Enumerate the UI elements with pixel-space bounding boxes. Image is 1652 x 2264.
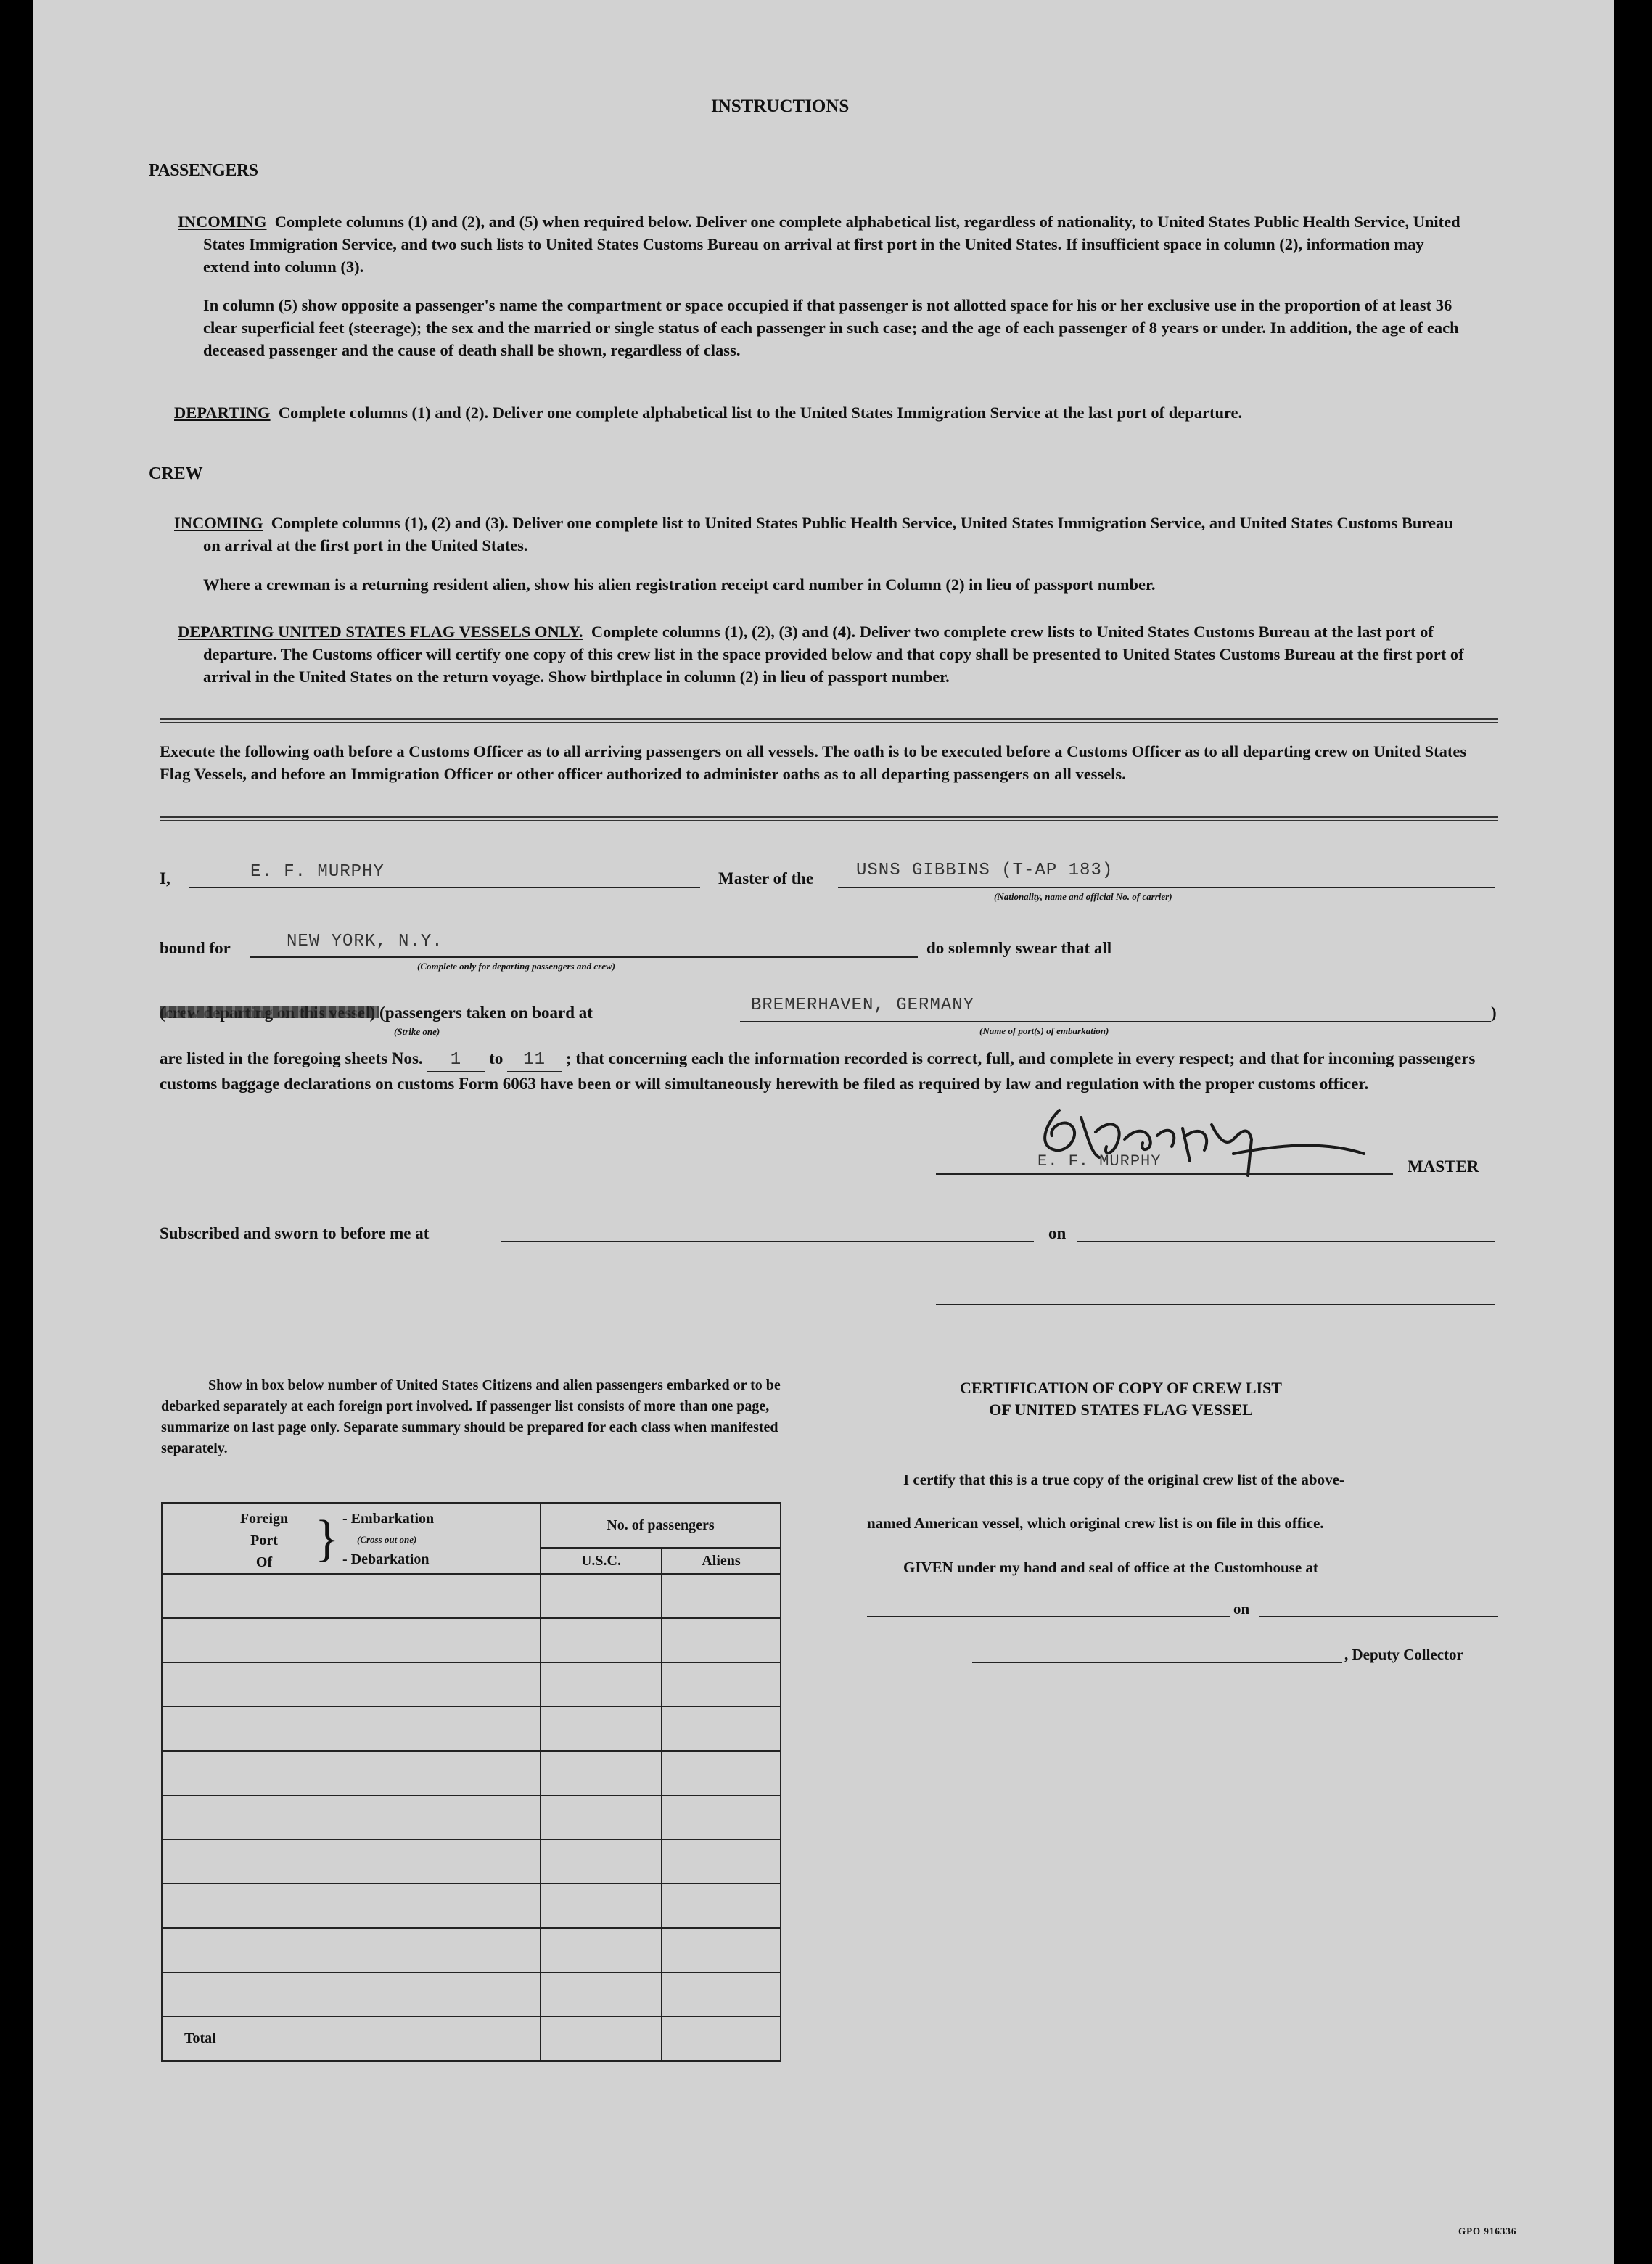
usc-cell[interactable] bbox=[541, 1928, 662, 1972]
summary-instructions bbox=[161, 1375, 785, 1459]
usc-cell[interactable] bbox=[541, 1707, 662, 1751]
embark-caption: (Name of port(s) of embarkation) bbox=[979, 1025, 1109, 1036]
vessel-caption: (Nationality, name and official No. of carrier) bbox=[994, 891, 1172, 902]
crew-incoming-text: Complete columns (1), (2) and (3). Deliver one complete list to United States Public Health Service, United States Immigration Service, and United States Customs Bureau on arrival at the first port in the United States. bbox=[203, 514, 1453, 554]
cross-out-caption: (Cross out one) bbox=[357, 1534, 417, 1545]
usc-cell[interactable] bbox=[541, 1972, 662, 2017]
swear-label: do solemnly swear that all bbox=[926, 939, 1112, 957]
aliens-cell[interactable] bbox=[662, 1618, 781, 1662]
crew-incoming-label: INCOMING bbox=[174, 514, 263, 532]
aliens-cell[interactable] bbox=[662, 1574, 781, 1618]
port-cell[interactable] bbox=[162, 1928, 541, 1972]
subscribed-label: Subscribed and sworn to before me at bbox=[160, 1224, 430, 1242]
certification-text2: named American vessel, which original crew list is on file in this office. bbox=[867, 1514, 1324, 1532]
struck-option bbox=[160, 1004, 593, 1022]
crew-resident-text: Where a crewman is a returning resident alien, show his alien registration receipt card number in Column (2) in lieu of passport number. bbox=[203, 575, 1156, 594]
crew-departing-struck bbox=[160, 1004, 379, 1022]
subscribed-place-line bbox=[501, 1241, 1034, 1242]
usc-header: U.S.C. bbox=[541, 1548, 662, 1574]
table-row bbox=[162, 1795, 781, 1840]
passengers-departing-paragraph bbox=[174, 401, 1469, 424]
aliens-cell[interactable] bbox=[662, 1795, 781, 1840]
sheet-to: 11 bbox=[523, 1050, 546, 1070]
usc-cell[interactable] bbox=[541, 1884, 662, 1928]
certification-date-line bbox=[1259, 1616, 1498, 1617]
total-row bbox=[162, 2017, 781, 2061]
usc-cell[interactable] bbox=[541, 1751, 662, 1795]
document-page bbox=[33, 0, 1614, 2264]
table-row bbox=[162, 1972, 781, 2017]
listed-paragraph bbox=[160, 1047, 1487, 1095]
embark-port-line bbox=[740, 1021, 1491, 1022]
crew-departing-text: Complete columns (1), (2), (3) and (4). Deliver two complete crew lists to United States Customs Bureau at the last port of departure. The Customs officer will certify one copy of this crew list in the space provided below and that copy shall be presented to United States Customs Bureau at the first port of arrival in the United States on the return voyage. Show birthplace in column (2) in lieu of passport number. bbox=[203, 623, 1464, 686]
aliens-cell[interactable] bbox=[662, 1884, 781, 1928]
table-row bbox=[162, 1707, 781, 1751]
aliens-cell[interactable] bbox=[662, 1751, 781, 1795]
vessel-name: USNS GIBBINS (T-AP 183) bbox=[856, 861, 1114, 880]
deputy-collector-line bbox=[972, 1662, 1342, 1663]
table-row bbox=[162, 1884, 781, 1928]
embark-port: BREMERHAVEN, GERMANY bbox=[751, 996, 975, 1015]
crew-departing-label: DEPARTING UNITED STATES FLAG VESSELS ONLY. bbox=[178, 623, 583, 641]
customhouse-line bbox=[867, 1616, 1230, 1617]
subscribed-on-label: on bbox=[1048, 1224, 1067, 1242]
certification-title bbox=[867, 1377, 1375, 1421]
certification-title-line2: OF UNITED STATES FLAG VESSEL bbox=[989, 1400, 1253, 1419]
total-label: Total bbox=[162, 2017, 541, 2061]
passengers-incoming-paragraph bbox=[178, 210, 1469, 278]
usc-cell[interactable] bbox=[541, 1574, 662, 1618]
passengers-column5-text: In column (5) show opposite a passenger's name the compartment or space occupied if that passenger is not allotted space for his or her exclusive use in the proportion of at least 36 clear superficial feet (steerage); the sex and the married or single status of each passenger in such case; and the age of each passenger of 8 years or under. In addition, the age of each deceased passenger and the cause of death shall be shown, regardless of class. bbox=[203, 296, 1459, 359]
usc-cell[interactable] bbox=[541, 1618, 662, 1662]
passenger-summary-table bbox=[161, 1502, 781, 2062]
passengers-heading: PASSENGERS bbox=[149, 161, 258, 180]
certification-title-line1: CERTIFICATION OF COPY OF CREW LIST bbox=[960, 1379, 1282, 1397]
table-row bbox=[162, 1618, 781, 1662]
usc-cell[interactable] bbox=[541, 1662, 662, 1707]
passengers-departing-label: DEPARTING bbox=[174, 403, 271, 422]
foreign-port-header bbox=[162, 1503, 541, 1574]
no-passengers-header: No. of passengers bbox=[541, 1503, 781, 1548]
crew-resident-paragraph bbox=[203, 573, 1469, 596]
port-cell[interactable] bbox=[162, 1707, 541, 1751]
port-cell[interactable] bbox=[162, 1751, 541, 1795]
certification-on-label: on bbox=[1233, 1600, 1250, 1617]
port-cell[interactable] bbox=[162, 1884, 541, 1928]
crew-heading: CREW bbox=[149, 464, 203, 483]
summary-instructions-text: Show in box below number of United States Citizens and alien passengers embarked or to be debarked separately at each foreign port involved. If passenger list consists of more than one page, summarize on last page only. Separate summary should be prepared for each class when manifested separately. bbox=[161, 1377, 781, 1456]
port-cell[interactable] bbox=[162, 1662, 541, 1707]
port-cell[interactable] bbox=[162, 1795, 541, 1840]
aliens-cell[interactable] bbox=[662, 1928, 781, 1972]
of-label: Of bbox=[255, 1554, 273, 1570]
port-cell[interactable] bbox=[162, 1574, 541, 1618]
instructions-title: INSTRUCTIONS bbox=[711, 97, 850, 116]
strike-caption: (Strike one) bbox=[394, 1026, 440, 1037]
deputy-collector-label: , Deputy Collector bbox=[1344, 1646, 1463, 1663]
oath-intro-paragraph bbox=[160, 740, 1487, 785]
bound-for-caption: (Complete only for departing passengers and crew) bbox=[417, 961, 615, 972]
listed-rest: ; that concerning each the information recorded is correct, full, and complete in every respect; and that for incoming passengers customs baggage declarations on customs Form 6063 have been or will simultaneously herewith be filed as required by law and regulation with the proper customs officer. bbox=[160, 1049, 1476, 1093]
certification-text3: GIVEN under my hand and seal of office at the Customhouse at bbox=[903, 1559, 1318, 1576]
table-header-row bbox=[162, 1503, 781, 1548]
aliens-cell[interactable] bbox=[662, 1840, 781, 1884]
oath-i-label: I, bbox=[160, 869, 170, 887]
master-name-line bbox=[189, 887, 700, 888]
gpo-code: GPO 916336 bbox=[1458, 2226, 1517, 2236]
passengers-taken-label: (passengers taken on board at bbox=[379, 1004, 593, 1022]
aliens-cell[interactable] bbox=[662, 1972, 781, 2017]
double-rule bbox=[160, 718, 1498, 723]
port-cell[interactable] bbox=[162, 1618, 541, 1662]
port-cell[interactable] bbox=[162, 1972, 541, 2017]
close-paren: ) bbox=[1491, 1004, 1497, 1022]
aliens-cell[interactable] bbox=[662, 1707, 781, 1751]
signature-line bbox=[936, 1173, 1393, 1175]
crew-incoming-paragraph bbox=[174, 512, 1469, 557]
passengers-incoming-text: Complete columns (1) and (2), and (5) when required below. Deliver one complete alphabetical list, regardless of nationality, to United States Public Health Service, United States Immigration Service, and two such lists to United States Customs Bureau on arrival at first port in the United States. If insufficient space in column (2), information may extend into column (3). bbox=[203, 213, 1460, 276]
strike-out-mark bbox=[160, 1006, 379, 1018]
embarkation-label: - Embarkation bbox=[342, 1511, 435, 1527]
usc-cell[interactable] bbox=[541, 1795, 662, 1840]
bound-for-line bbox=[250, 956, 918, 958]
table-row bbox=[162, 1751, 781, 1795]
total-usc-cell[interactable] bbox=[541, 2017, 662, 2061]
master-label: MASTER bbox=[1408, 1157, 1479, 1176]
listed-label: are listed in the foregoing sheets Nos. bbox=[160, 1049, 423, 1067]
passengers-departing-text: Complete columns (1) and (2). Deliver one complete alphabetical list to the United States Immigration Service at the last port of departure. bbox=[278, 403, 1243, 422]
certification-text1: I certify that this is a true copy of the original crew list of the above- bbox=[903, 1471, 1344, 1488]
usc-cell[interactable] bbox=[541, 1840, 662, 1884]
sheet-from: 1 bbox=[450, 1050, 462, 1070]
port-cell[interactable] bbox=[162, 1840, 541, 1884]
debarkation-label: - Debarkation bbox=[342, 1551, 430, 1567]
officer-signature-line bbox=[936, 1304, 1495, 1305]
double-rule bbox=[160, 816, 1498, 821]
to-label: to bbox=[489, 1049, 504, 1067]
subscribed-date-line bbox=[1077, 1241, 1495, 1242]
table-row bbox=[162, 1574, 781, 1618]
vessel-line bbox=[838, 887, 1495, 888]
brace: } bbox=[315, 1511, 340, 1567]
oath-intro: Execute the following oath before a Customs Officer as to all arriving passengers on all vessels. The oath is to be executed before a Customs Officer as to all departing crew on United States Flag Vessels, and before an Immigration Officer or other officer authorized to administer oaths as to all departing passengers on all vessels. bbox=[160, 742, 1467, 783]
passengers-incoming-label: INCOMING bbox=[178, 213, 267, 231]
bound-for-value: NEW YORK, N.Y. bbox=[287, 932, 443, 951]
crew-departing-paragraph bbox=[178, 620, 1469, 688]
port-label: Port bbox=[250, 1533, 278, 1549]
aliens-cell[interactable] bbox=[662, 1662, 781, 1707]
table-row bbox=[162, 1928, 781, 1972]
total-aliens-cell[interactable] bbox=[662, 2017, 781, 2061]
table-row bbox=[162, 1662, 781, 1707]
master-name: E. F. MURPHY bbox=[250, 862, 385, 882]
passengers-column5-paragraph bbox=[203, 294, 1469, 361]
foreign-label: Foreign bbox=[239, 1511, 289, 1527]
aliens-header: Aliens bbox=[662, 1548, 781, 1574]
table-row bbox=[162, 1840, 781, 1884]
signature-typed-name: E. F. MURPHY bbox=[1037, 1152, 1162, 1170]
master-of-label: Master of the bbox=[718, 869, 814, 887]
bound-for-label: bound for bbox=[160, 939, 231, 957]
